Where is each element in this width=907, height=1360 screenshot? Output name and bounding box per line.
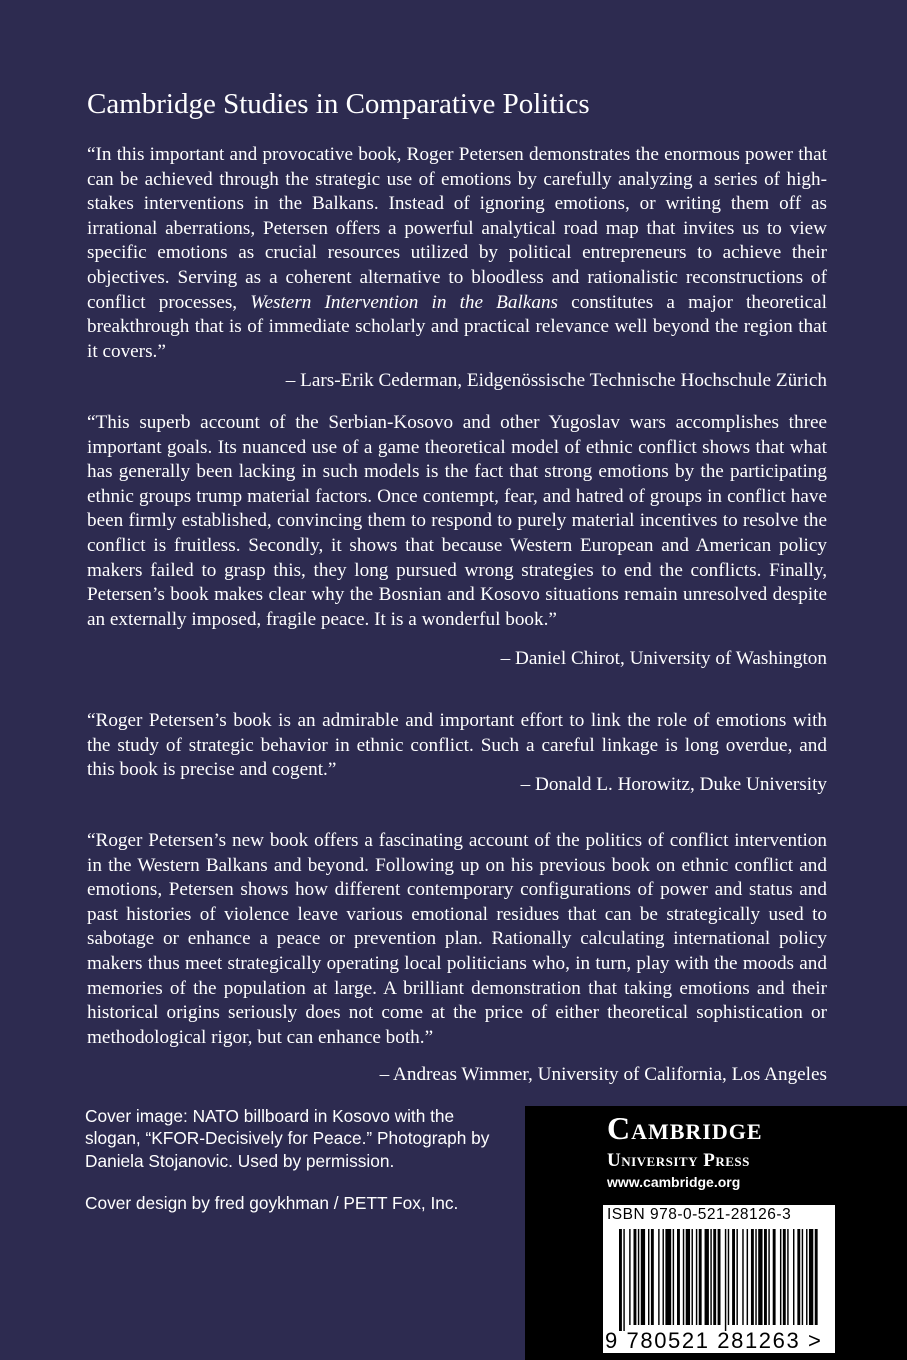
barcode-bar xyxy=(758,1229,762,1325)
endorsement-attribution: – Andreas Wimmer, University of California, Los Angeles xyxy=(379,1064,827,1085)
publisher-panel xyxy=(525,1106,907,1360)
barcode-bar xyxy=(699,1229,702,1325)
barcode-bar xyxy=(641,1229,645,1325)
barcode-bar xyxy=(787,1229,788,1325)
endorsement-attribution: – Daniel Chirot, University of Washington xyxy=(500,648,827,669)
cover-design-credit: Cover design by fred goykhman / PETT Fox, Inc. xyxy=(85,1193,459,1213)
barcode-bar xyxy=(638,1229,639,1325)
barcode-bar xyxy=(725,1229,726,1331)
barcode-bar xyxy=(713,1229,716,1325)
book-title: Western Intervention in the Balkans xyxy=(250,291,559,313)
barcode-bar xyxy=(623,1229,624,1331)
barcode-bar xyxy=(705,1229,709,1325)
barcode-bar xyxy=(802,1229,803,1325)
barcode-bar xyxy=(783,1229,786,1325)
endorsement-quote: “This superb account of the Serbian-Kosovo and other Yugoslav wars accomplishes three important goals. Its nuanced use of a game theoretical model of ethnic conflict shows that what has generally been lacking in such models is the fact that strong emotions by the participating ethnic groups trump material factors. Once contempt, fear, and hatred of groups in conflict have been firmly established, convincing them to respond to purely material incentives to resolve the conflict is fruitless. Secondly, it shows that because Western European and American policy makers failed to grasp this, they long pursued wrong strategies to end the conflicts. Finally, Petersen’s book makes clear why the Bosnian and Kosovo situations remain unresolved despite an externally imposed, fragile peace. It is a wonderful book.” xyxy=(87,412,827,630)
barcode-bar xyxy=(764,1229,767,1325)
barcode-bar xyxy=(673,1229,674,1325)
barcode-bar xyxy=(793,1229,794,1325)
barcode-bar xyxy=(619,1229,622,1331)
barcode-bar xyxy=(768,1229,769,1325)
barcode-bar xyxy=(742,1229,743,1325)
isbn-digits: 9 780521 281263 > xyxy=(605,1328,823,1353)
barcode-bar xyxy=(732,1229,735,1325)
barcode-bar xyxy=(747,1229,748,1325)
barcode-bar xyxy=(634,1229,637,1325)
barcode-bar xyxy=(651,1229,654,1325)
publisher-logo-press: University Press xyxy=(607,1150,750,1171)
barcode-bar xyxy=(648,1229,649,1325)
barcode-bar xyxy=(692,1229,693,1325)
barcode-bar xyxy=(665,1229,671,1325)
barcode-bar xyxy=(736,1229,737,1325)
barcode-bar xyxy=(780,1229,781,1325)
barcode-bar xyxy=(677,1229,680,1325)
barcode-bar xyxy=(629,1229,630,1325)
isbn-barcode xyxy=(603,1205,835,1353)
endorsement-quote: “Roger Petersen’s new book offers a fascinating account of the politics of conflict intervention in the Western Balkans and beyond. Following up on his previous book on ethnic conflict and emotions, Petersen shows how different contemporary configurations of power and status and past histories of violence leave various emotional residues that can be strategically used to sabotage or enhance a peace or prevention plan. Rationally calculating international policy makers thus meet strategically operating local politicians who, in turn, play with the moods and memories of the population at large. A brilliant demonstration that taking emotions and their historical origins seriously does not come at the price of either theoretical sophistication or methodological rigor, but can enhance both.” xyxy=(87,830,827,1048)
endorsement-attribution: – Donald L. Horowitz, Duke University xyxy=(520,774,827,795)
barcode-bar xyxy=(683,1229,684,1325)
endorsement-quote: “Roger Petersen’s book is an admirable and important effort to link the role of emotions with the study of strategic behavior in ethnic conflict. Such a careful linkage is long overdue, and this book is precise and cogent.” xyxy=(87,710,827,781)
barcode-bar xyxy=(809,1229,813,1325)
barcode-bar xyxy=(663,1229,664,1325)
endorsement-attribution: – Lars-Erik Cederman, Eidgenössische Technische Hochschule Zürich xyxy=(285,370,827,391)
barcode-bar xyxy=(686,1229,690,1325)
barcode-bar xyxy=(710,1229,711,1325)
publisher-url: www.cambridge.org xyxy=(607,1174,741,1190)
barcode-bar xyxy=(751,1229,754,1325)
barcode-bar xyxy=(696,1229,697,1325)
series-title: Cambridge Studies in Comparative Politics xyxy=(87,88,590,120)
isbn-label: ISBN 978-0-521-28126-3 xyxy=(607,1206,792,1223)
barcode-bar xyxy=(806,1229,807,1325)
barcode-bar xyxy=(815,1229,818,1325)
barcode-bar xyxy=(728,1229,729,1325)
barcode-bar xyxy=(718,1229,721,1325)
barcode-bar xyxy=(755,1229,756,1325)
publisher-logo-name: Cambridge xyxy=(607,1110,763,1146)
cover-image-credit: Cover image: NATO billboard in Kosovo with the slogan, “KFOR-Decisively for Peace.” Photograph by Daniela Stojanovic. Used by permission. xyxy=(85,1106,490,1171)
endorsement-quote: “In this important and provocative book, Roger Petersen demonstrates the enormous power that can be achieved through the strategic use of emotions by carefully analyzing a series of high-stakes interventions in the Balkans. Instead of ignoring emotions, or writing them off as irrational aberrations, Petersen offers a powerful analytical road map that invites us to view specific emotions as crucial resources utilized by political entrepreneurs to achieve their objectives. Serving as a coherent alternative to bloodless and rationalistic reconstructions of conflict processes, Western Intervention in the Balkans constitutes a major theoretical breakthrough that is of immediate scholarly and practical relevance well beyond the region that it covers.” xyxy=(87,144,827,362)
barcode-bar xyxy=(773,1229,776,1325)
barcode-bar xyxy=(797,1229,800,1325)
barcode-bar xyxy=(658,1229,659,1325)
